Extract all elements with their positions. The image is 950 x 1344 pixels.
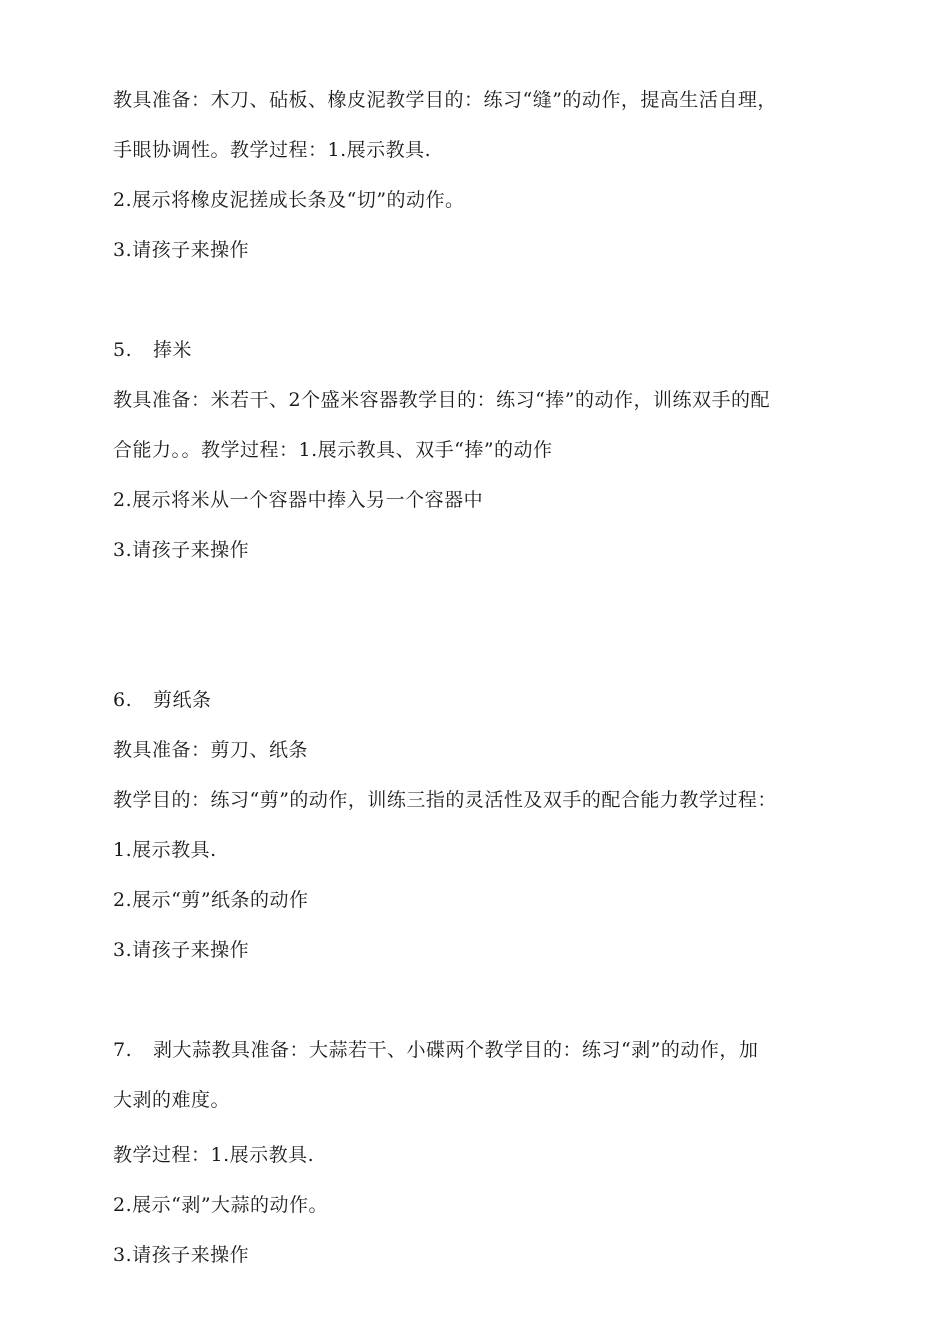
section-number: 7. — [113, 1039, 133, 1061]
paragraph-line: 1.展示教具. — [113, 839, 217, 861]
section-number: 6. — [113, 689, 133, 711]
section-heading-6 — [113, 688, 212, 712]
paragraph-line: 2.展示“剥”大蒜的动作。 — [113, 1194, 329, 1216]
paragraph-line: 合能力。。教学过程：1.展示教具、双手“捧”的动作 — [113, 439, 553, 461]
paragraph-line: 教具准备：米若干、2个盛米容器教学目的：练习“捧”的动作，训练双手的配 — [113, 389, 771, 411]
paragraph-line: 3.请孩子来操作 — [113, 939, 250, 961]
section-number: 5. — [113, 339, 133, 361]
paragraph-line: 教学过程：1.展示教具. — [113, 1144, 315, 1166]
paragraph-line: 2.展示将米从一个容器中捧入另一个容器中 — [113, 489, 484, 511]
paragraph-line: 大剥的难度。 — [113, 1089, 231, 1111]
paragraph-line: 手眼协调性。教学过程：1.展示教具. — [113, 139, 432, 161]
paragraph-line: 2.展示将橡皮泥搓成长条及“切”的动作。 — [113, 189, 465, 211]
paragraph-line: 3.请孩子来操作 — [113, 539, 250, 561]
paragraph-line: 教学目的：练习“剪”的动作，训练三指的灵活性及双手的配合能力教学过程： — [113, 789, 777, 811]
paragraph-line: 2.展示“剪”纸条的动作 — [113, 889, 309, 911]
section-heading-7 — [113, 1038, 758, 1062]
paragraph-line: 3.请孩子来操作 — [113, 239, 250, 261]
section-title: 捧米 — [153, 339, 193, 361]
section-title: 剥大蒜教具准备：大蒜若干、小碟两个教学目的：练习“剥”的动作，加 — [153, 1039, 759, 1061]
paragraph-line: 教具准备：木刀、砧板、橡皮泥教学目的：练习“缝”的动作，提高生活自理， — [113, 89, 777, 111]
section-heading-5 — [113, 338, 192, 362]
section-title: 剪纸条 — [153, 689, 212, 711]
paragraph-line: 教具准备：剪刀、纸条 — [113, 739, 309, 761]
paragraph-line: 3.请孩子来操作 — [113, 1244, 250, 1266]
